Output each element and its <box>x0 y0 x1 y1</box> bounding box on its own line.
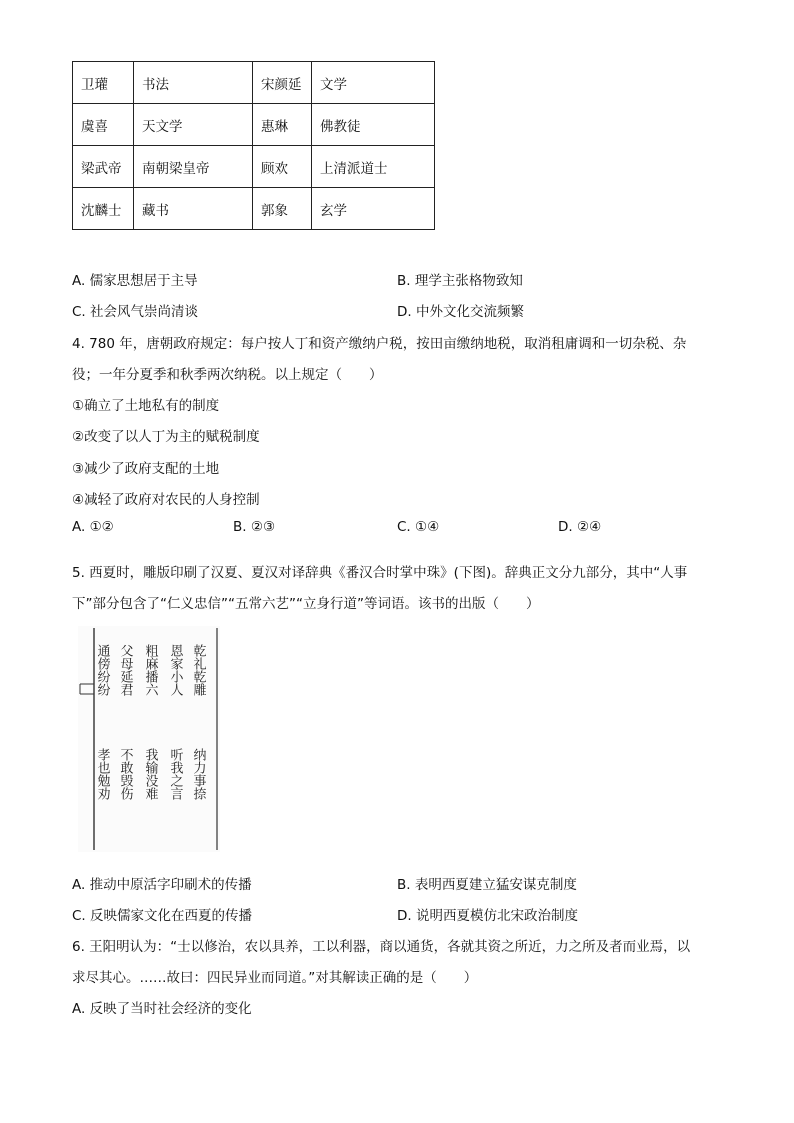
table-cell: 藏书 <box>134 188 253 230</box>
table-cell: 佛教徒 <box>312 104 435 146</box>
table-cell: 卫瓘 <box>73 62 134 104</box>
table-row <box>73 188 435 230</box>
table-row <box>73 104 435 146</box>
table-cell: 玄学 <box>312 188 435 230</box>
table-cell: 沈麟士 <box>73 188 134 230</box>
glyph-column: 父母延君 <box>117 644 133 696</box>
table-cell: 文学 <box>312 62 435 104</box>
q4-option-c: C. ①④ <box>397 519 440 535</box>
q4-item-1: ①确立了土地私有的制度 <box>72 398 220 414</box>
glyph-column: 不敢毁伤 <box>117 748 133 800</box>
table-cell: 梁武帝 <box>73 146 134 188</box>
table-cell: 书法 <box>134 62 253 104</box>
q5-option-b: B. 表明西夏建立猛安谋克制度 <box>397 877 577 893</box>
table-cell: 郭象 <box>253 188 312 230</box>
glyph-column: 我输没难 <box>142 748 158 800</box>
table-cell: 南朝梁皇帝 <box>134 146 253 188</box>
q3-option-d: D. 中外文化交流频繁 <box>397 304 524 320</box>
figure-table <box>72 61 435 230</box>
q6-option-a: A. 反映了当时社会经济的变化 <box>72 1001 252 1017</box>
glyph-column: 通傍纷纷 <box>94 644 110 696</box>
q4-option-a: A. ①② <box>72 519 114 535</box>
q4-item-3: ③减少了政府支配的土地 <box>72 461 220 477</box>
q3-option-b: B. 理学主张格物致知 <box>397 273 523 289</box>
q6-stem-line2: 求尽其心。……故曰：四民异业而同道。”对其解读正确的是（ ） <box>72 970 478 986</box>
glyph-column: 粗麻播六 <box>142 644 158 696</box>
table-row <box>73 62 435 104</box>
table-cell: 上清派道士 <box>312 146 435 188</box>
table-cell: 天文学 <box>134 104 253 146</box>
glyph-column: 乾礼乾雕 <box>190 644 206 696</box>
q4-stem-line1: 4. 780 年，唐朝政府规定：每户按人丁和资产缴纳户税，按田亩缴纳地税，取消租庸调和一切杂税、杂 <box>72 336 687 352</box>
q6-stem-line1: 6. 王阳明认为：“士以修治，农以具养，工以利器，商以通货，各就其资之所近，力之所及者而业焉，以 <box>72 939 691 955</box>
glyph-column: 听我之言 <box>167 748 183 800</box>
q4-option-b: B. ②③ <box>233 519 276 535</box>
q3-option-a: A. 儒家思想居于主导 <box>72 273 198 289</box>
table-cell: 虞喜 <box>73 104 134 146</box>
q5-stem-line1: 5. 西夏时，雕版印刷了汉夏、夏汉对译辞典《番汉合时掌中珠》(下图)。辞典正文分九部分，其中“人事 <box>72 565 688 581</box>
table-cell: 宋颜延 <box>253 62 312 104</box>
q4-stem-line2: 役；一年分夏季和秋季两次纳税。以上规定（ ） <box>72 367 383 383</box>
glyph-column: 纳力事捺 <box>190 748 206 800</box>
q4-option-d: D. ②④ <box>558 519 602 535</box>
glyph-column: 恩家小人 <box>167 644 183 696</box>
q5-option-d: D. 说明西夏模仿北宋政治制度 <box>397 908 578 924</box>
table-cell: 顾欢 <box>253 146 312 188</box>
q4-item-4: ④减轻了政府对农民的人身控制 <box>72 492 260 508</box>
q3-option-c: C. 社会风气崇尚清谈 <box>72 304 199 320</box>
q5-option-c: C. 反映儒家文化在西夏的传播 <box>72 908 253 924</box>
q4-item-2: ②改变了以人丁为主的赋税制度 <box>72 429 260 445</box>
dictionary-page-image <box>78 626 220 852</box>
q5-option-a: A. 推动中原活字印刷术的传播 <box>72 877 252 893</box>
glyph-column: 孝也勉劝 <box>94 748 110 800</box>
dictionary-page-svg <box>78 626 220 852</box>
q5-stem-line2: 下”部分包含了“仁义忠信”“五常六艺”“立身行道”等词语。该书的出版（ ） <box>72 596 540 612</box>
table-cell: 惠琳 <box>253 104 312 146</box>
table-row <box>73 146 435 188</box>
